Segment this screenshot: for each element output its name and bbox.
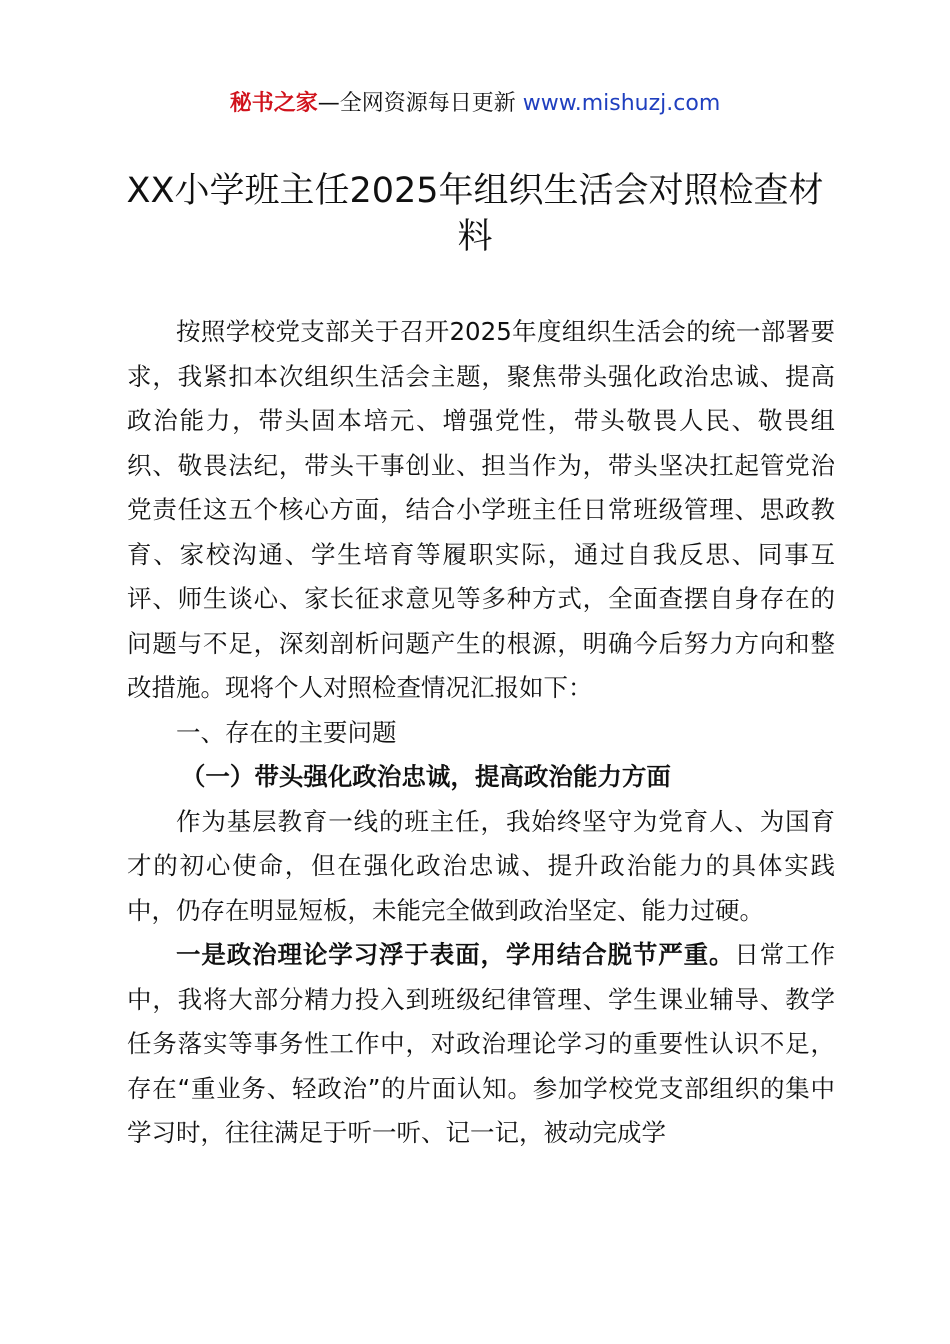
header-tagline: —全网资源每日更新	[317, 91, 516, 116]
document-body	[127, 310, 835, 1156]
body-paragraph: 作为基层教育一线的班主任，我始终坚守为党育人、为国育才的初心使命，但在强化政治忠诚、提升政治能力的具体实践中，仍存在明显短板，未能完全做到政治坚定、能力过硬。	[127, 806, 835, 925]
site-url-link[interactable]: www.mishuzj.com	[522, 91, 721, 116]
point-paragraph	[127, 933, 835, 1156]
point-lead: 一是政治理论学习浮于表面，学用结合脱节严重。	[176, 940, 735, 969]
point-text: 日常工作中，我将大部分精力投入到班级纪律管理、学生课业辅导、教学任务落实等事务性工作中，对政治理论学习的重要性认识不足，存在“重业务、轻政治”的片面认知。参加学校党支部组织的集中学习时，往往满足于听一听、记一记，被动完成学	[127, 940, 835, 1147]
section-heading: 一、存在的主要问题	[176, 717, 397, 747]
site-header	[0, 88, 950, 120]
subsection-heading: （一）带头强化政治忠诚，提高政治能力方面	[180, 762, 671, 791]
document-title: XX小学班主任2025年组织生活会对照检查材料	[126, 171, 824, 257]
intro-paragraph: 按照学校党支部关于召开2025年度组织生活会的统一部署要求，我紧扣本次组织生活会主题，聚焦带头强化政治忠诚、提高政治能力，带头固本培元、增强党性，带头敬畏人民、敬畏组织、敬畏法纪，带头干事创业、担当作为，带头坚决扛起管党治党责任这五个核心方面，结合小学班主任日常班级管理、思政教育、家校沟通、学生培育等履职实际，通过自我反思、同事互评、师生谈心、家长征求意见等多种方式，全面查摆自身存在的问题与不足，深刻剖析问题产生的根源，明确今后努力方向和整改措施。现将个人对照检查情况汇报如下：	[127, 317, 835, 702]
brand-name: 秘书之家	[229, 91, 318, 116]
